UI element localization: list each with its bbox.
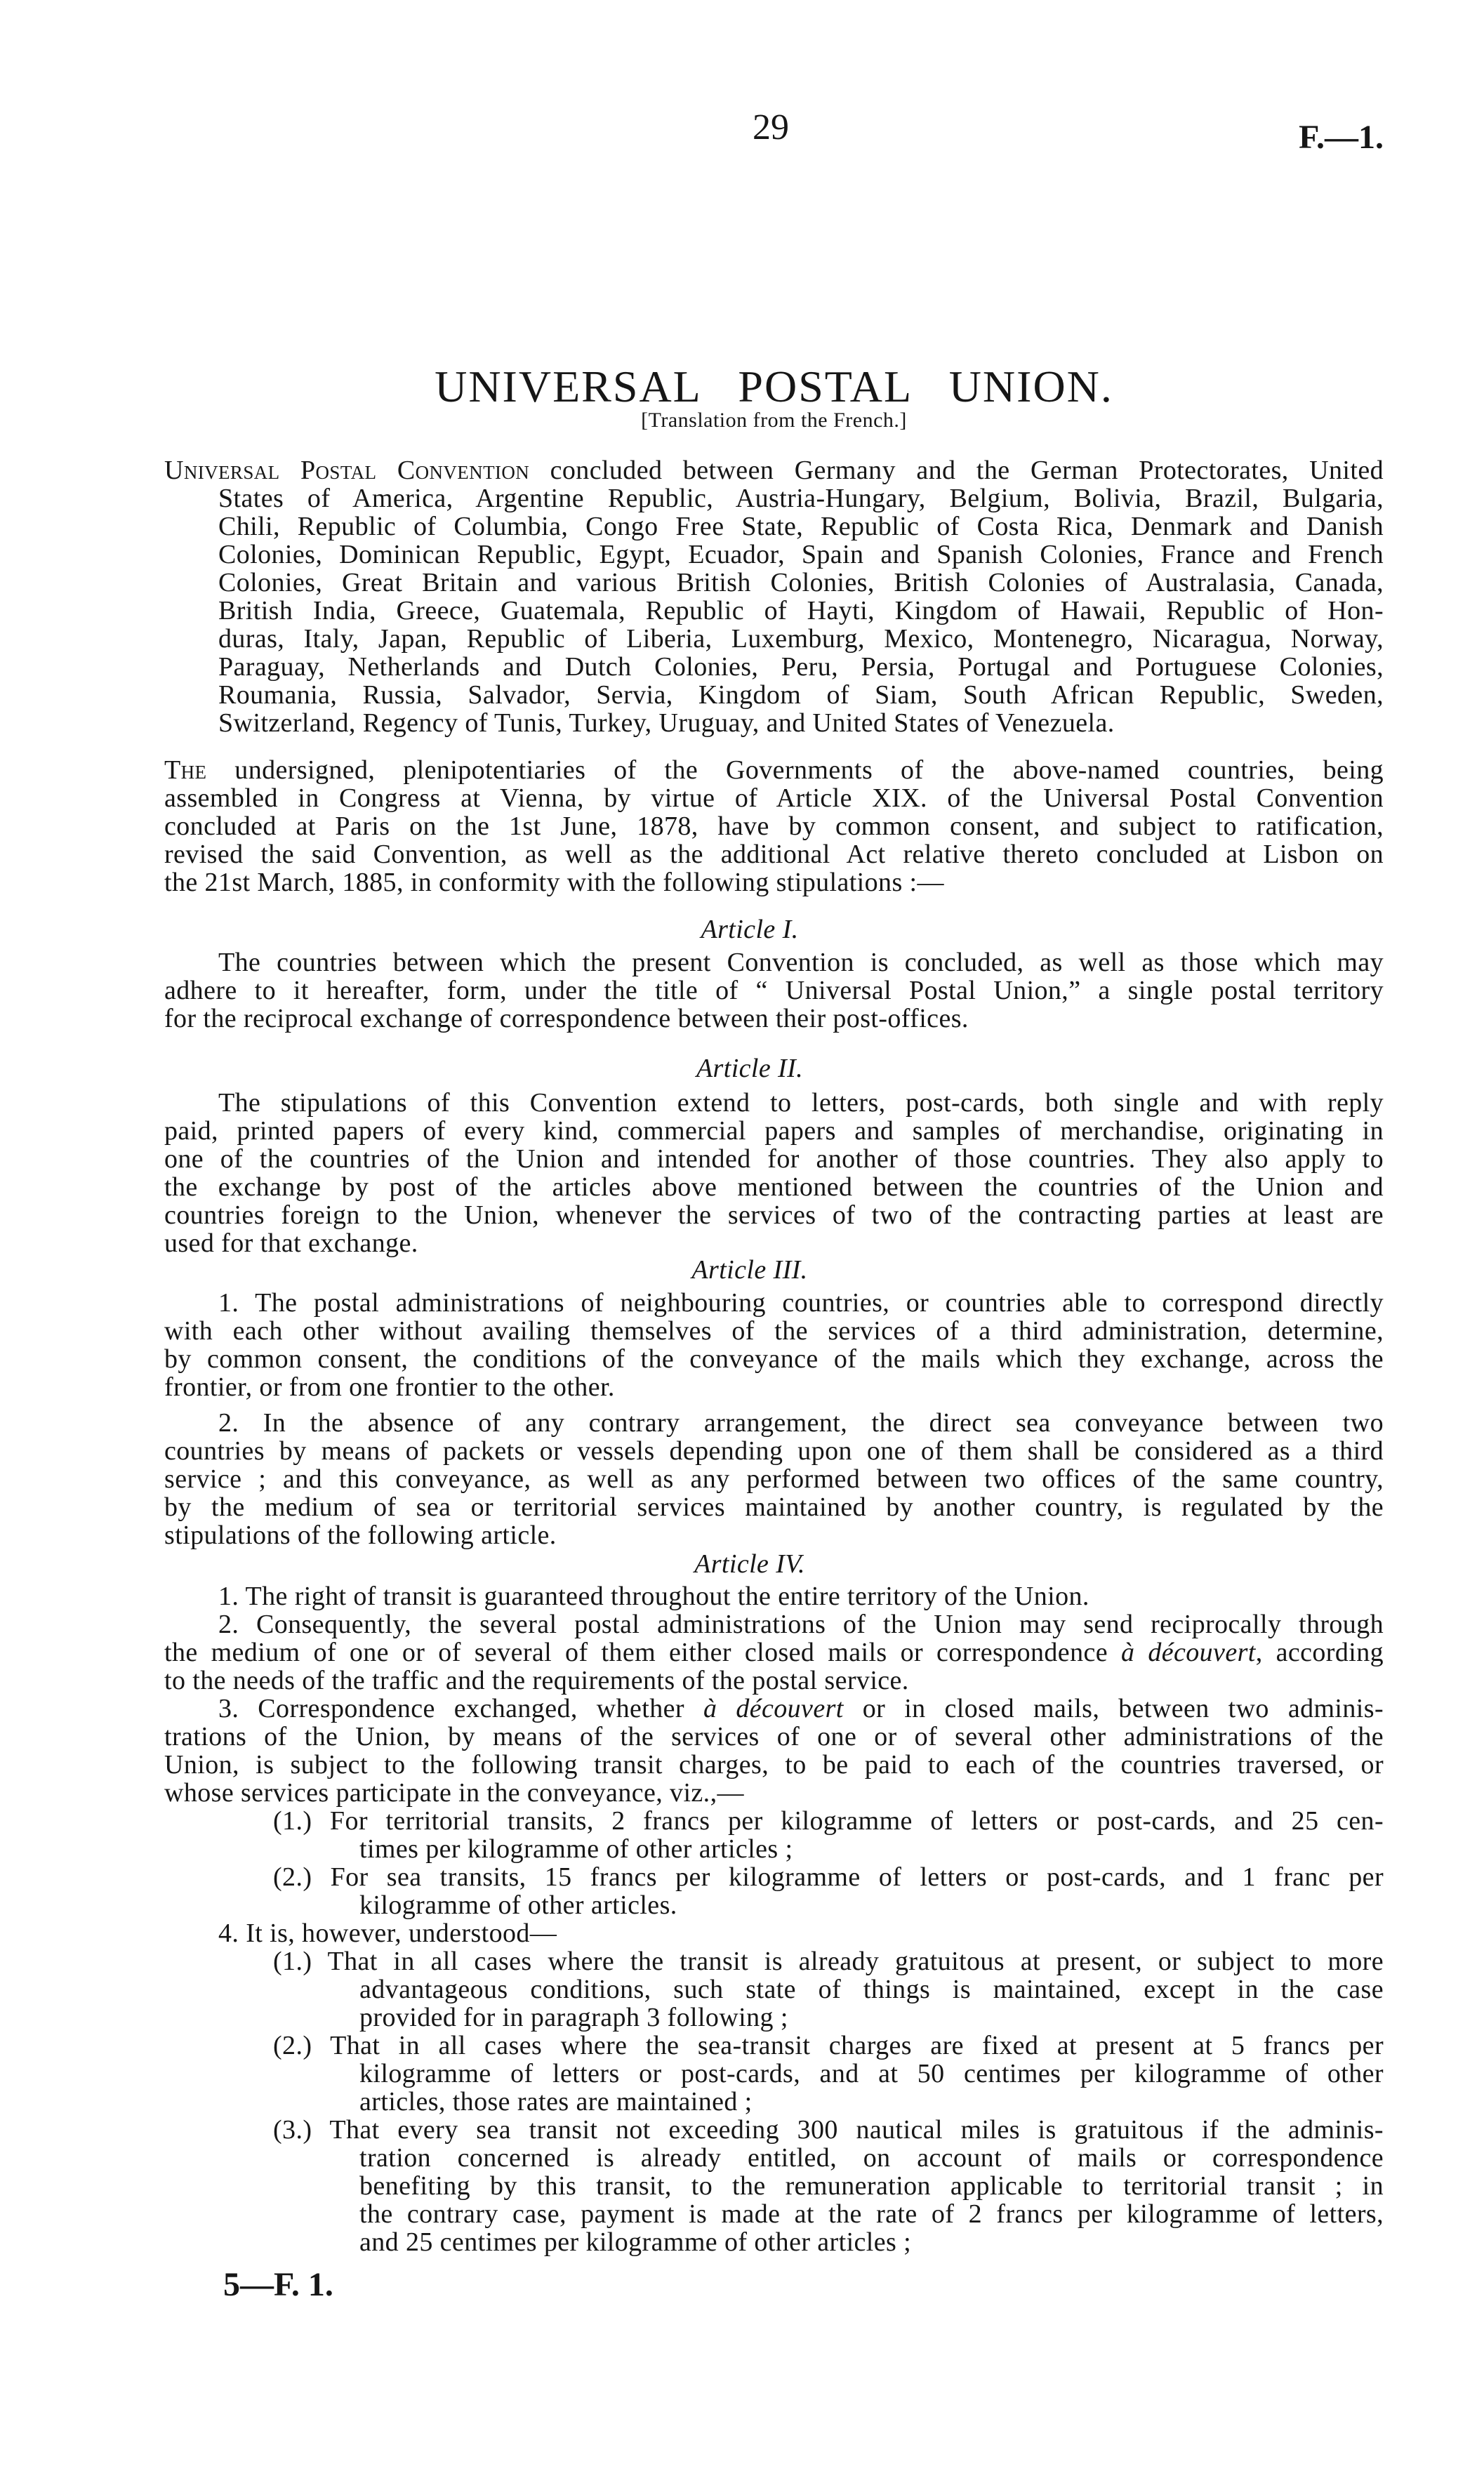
article-paragraph <box>164 1409 1384 1549</box>
text-line: trations of the Union, by means of the services of one or of several other administrations of the <box>164 1722 1384 1751</box>
text-line: duras, Italy, Japan, Republic of Liberia, Luxemburg, Mexico, Montenegro, Nicaragua, Norway, <box>218 624 1384 654</box>
list-item-line: provided for in paragraph 3 following ; <box>359 2003 788 2032</box>
text-line: countries by means of packets or vessels depending upon one of them shall be considered as a third <box>164 1436 1384 1466</box>
text-line: Roumania, Russia, Salvador, Servia, Kingdom of Siam, South African Republic, Sweden, <box>218 680 1384 710</box>
list-item-line: tration concerned is already entitled, on account of mails or correspondence <box>359 2143 1384 2173</box>
text-span: 3. Correspondence exchanged, whether <box>218 1694 703 1723</box>
printer-signature-mark: 5—F. 1. <box>223 2266 333 2303</box>
list-item-line: kilogramme of other articles. <box>359 1890 677 1920</box>
text-line: 1. The postal administrations of neighbouring countries, or countries able to correspond directly <box>218 1288 1384 1318</box>
text-line: to the needs of the traffic and the requirements of the postal service. <box>164 1666 909 1695</box>
paper-reference: F.—1. <box>1299 119 1384 156</box>
text-line: States of America, Argentine Republic, Austria-Hungary, Belgium, Bolivia, Brazil, Bulgaria, <box>218 484 1384 513</box>
text-line: by common consent, the conditions of the conveyance of the mails which they exchange, across the <box>164 1344 1384 1374</box>
article-heading: Article I. <box>701 915 799 944</box>
text-line: paid, printed papers of every kind, commercial papers and samples of merchandise, originating in <box>164 1116 1384 1146</box>
text-line: Colonies, Great Britain and various British Colonies, British Colonies of Australasia, Canada, <box>218 568 1384 597</box>
text-line: with each other without availing themselves of the services of a third administration, determine, <box>164 1316 1384 1346</box>
list-item-line: (1.) For territorial transits, 2 francs per kilogramme of letters or post-cards, and 25 cen- <box>273 1806 1384 1836</box>
text-line: Union, is subject to the following transit charges, to be paid to each of the countries traversed, or <box>164 1750 1384 1780</box>
text-span: concluded between Germany and the German Protectorates, United <box>529 456 1384 485</box>
document-title: UNIVERSAL POSTAL UNION. <box>435 362 1113 411</box>
text-line: Paraguay, Netherlands and Dutch Colonies, Peru, Persia, Portugal and Portuguese Colonies, <box>218 652 1384 682</box>
text-line: service ; and this conveyance, as well as any performed between two offices of the same country, <box>164 1464 1384 1494</box>
list-item-line: kilogramme of letters or post-cards, and at 50 centimes per kilogramme of other <box>359 2059 1384 2088</box>
article-heading: Article II. <box>696 1054 804 1083</box>
text-line: by the medium of sea or territorial services maintained by another country, is regulated by the <box>164 1492 1384 1522</box>
preamble-lead: Universal Postal Convention <box>164 456 530 485</box>
text-line: The countries between which the present Convention is concluded, as well as those which may <box>218 948 1384 977</box>
recital-lead: The <box>164 755 207 785</box>
list-item-line: (2.) That in all cases where the sea-transit charges are fixed at present at 5 francs per <box>273 2031 1384 2060</box>
text-span: the medium of one or of several of them either closed mails or correspondence <box>164 1638 1121 1667</box>
text-line: Colonies, Dominican Republic, Egypt, Ecuador, Spain and Spanish Colonies, France and French <box>218 540 1384 569</box>
text-line: for the reciprocal exchange of correspondence between their post-offices. <box>164 1004 969 1033</box>
text-line: the exchange by post of the articles above mentioned between the countries of the Union and <box>164 1172 1384 1202</box>
article-body <box>164 1582 1384 2256</box>
list-item-line: and 25 centimes per kilogramme of other articles ; <box>359 2227 912 2257</box>
text-line: Chili, Republic of Columbia, Congo Free State, Republic of Costa Rica, Denmark and Danish <box>218 512 1384 541</box>
text-line: 4. It is, however, understood— <box>218 1919 557 1948</box>
text-line: concluded at Paris on the 1st June, 1878, have by common consent, and subject to ratification, <box>164 811 1384 841</box>
text-line <box>164 456 1384 484</box>
list-item-line: the contrary case, payment is made at the rate of 2 francs per kilogramme of letters, <box>359 2199 1384 2229</box>
text-line: 2. Consequently, the several postal administrations of the Union may send reciprocally through <box>218 1610 1384 1639</box>
list-item-line: (1.) That in all cases where the transit is already gratuitous at present, or subject to more <box>273 1947 1384 1976</box>
list-item-line: (2.) For sea transits, 15 francs per kilogramme of letters or post-cards, and 1 franc per <box>273 1862 1384 1892</box>
text-line <box>164 756 1384 784</box>
text-line: 2. In the absence of any contrary arrangement, the direct sea conveyance between two <box>218 1408 1384 1438</box>
text-line: The stipulations of this Convention extend to letters, post-cards, both single and with reply <box>218 1088 1384 1118</box>
list-item-line: (3.) That every sea transit not exceeding 300 nautical miles is gratuitous if the adminis- <box>273 2115 1384 2145</box>
italic-phrase: à découvert <box>1120 1638 1256 1667</box>
italic-phrase: à découvert <box>703 1694 844 1723</box>
page-number: 29 <box>753 107 789 147</box>
text-line: stipulations of the following article. <box>164 1521 557 1550</box>
text-line: adhere to it hereafter, form, under the title of “ Universal Postal Union,” a single postal territory <box>164 976 1384 1005</box>
text-span: , according <box>1255 1638 1384 1667</box>
text-line: the 21st March, 1885, in conformity with the following stipulations :— <box>164 868 944 897</box>
text-line: used for that exchange. <box>164 1228 418 1258</box>
text-line <box>164 1638 1384 1667</box>
text-span: or in closed mails, between two adminis- <box>843 1694 1384 1723</box>
translation-note: [Translation from the French.] <box>641 409 907 432</box>
text-line: assembled in Congress at Vienna, by virtue of Article XIX. of the Universal Postal Convention <box>164 783 1384 813</box>
article-paragraph <box>164 1289 1384 1401</box>
text-line: Switzerland, Regency of Tunis, Turkey, Uruguay, and United States of Venezuela. <box>218 708 1115 738</box>
text-line: countries foreign to the Union, whenever the services of two of the contracting parties at least are <box>164 1200 1384 1230</box>
article-paragraph <box>164 948 1384 1033</box>
article-heading: Article III. <box>691 1255 808 1285</box>
list-item-line: times per kilogramme of other articles ; <box>359 1834 793 1864</box>
text-line: revised the said Convention, as well as the additional Act relative thereto concluded at Lisbon on <box>164 840 1384 869</box>
text-line: British India, Greece, Guatemala, Republic of Hayti, Kingdom of Hawaii, Republic of Hon- <box>218 596 1384 625</box>
article-heading: Article IV. <box>694 1549 805 1579</box>
text-line: whose services participate in the conveyance, viz.,— <box>164 1778 744 1808</box>
text-line: 1. The right of transit is guaranteed throughout the entire territory of the Union. <box>218 1582 1089 1611</box>
list-item-line: benefiting by this transit, to the remuneration applicable to territorial transit ; in <box>359 2171 1384 2201</box>
recital-paragraph <box>164 756 1384 896</box>
text-line: frontier, or from one frontier to the other. <box>164 1372 615 1402</box>
text-span: undersigned, plenipotentiaries of the Governments of the above-named countries, being <box>206 755 1384 785</box>
text-line <box>164 1695 1384 1723</box>
list-item-line: advantageous conditions, such state of things is maintained, except in the case <box>359 1975 1384 2004</box>
article-paragraph <box>164 1089 1384 1257</box>
preamble-paragraph <box>164 456 1384 737</box>
list-item-line: articles, those rates are maintained ; <box>359 2087 753 2116</box>
text-line: one of the countries of the Union and intended for another of those countries. They also apply to <box>164 1144 1384 1174</box>
